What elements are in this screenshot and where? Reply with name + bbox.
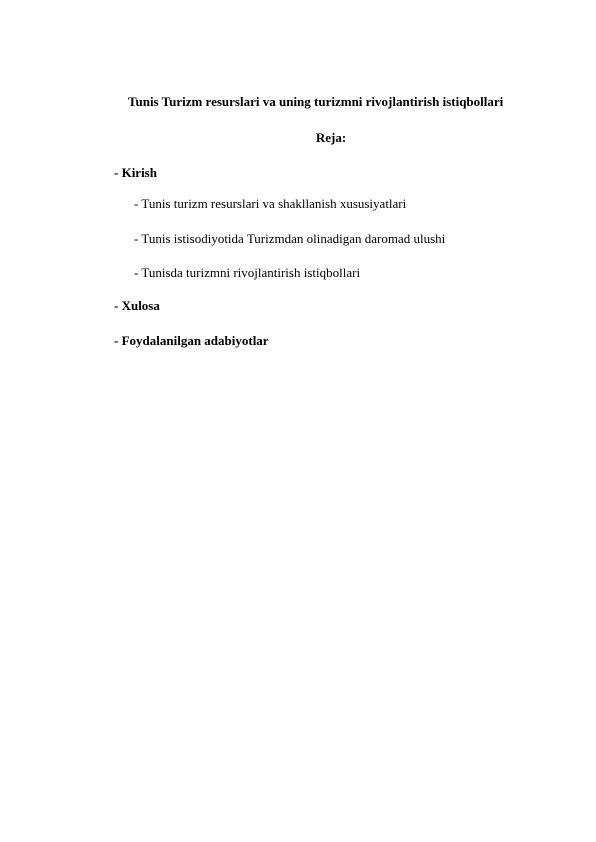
document-title: Tunis Turizm resurslari va uning turizmni rivojlantirish istiqbollari (128, 94, 504, 109)
plan-item-references: - Foydalanilgan adabiyotlar (114, 333, 269, 348)
plan-item-conclusion: - Xulosa (114, 298, 160, 313)
plan-subitem: - Tunis turizm resurslari va shakllanish xususiyatlari (134, 196, 407, 211)
plan-subitem: - Tunis istisodiyotida Turizmdan olinadigan daromad ulushi (134, 231, 446, 246)
plan-subitem: - Tunisda turizmni rivojlantirish istiqbollari (134, 265, 361, 280)
plan-heading: Reja: (315, 130, 347, 145)
plan-item-intro: - Kirish (114, 165, 157, 180)
